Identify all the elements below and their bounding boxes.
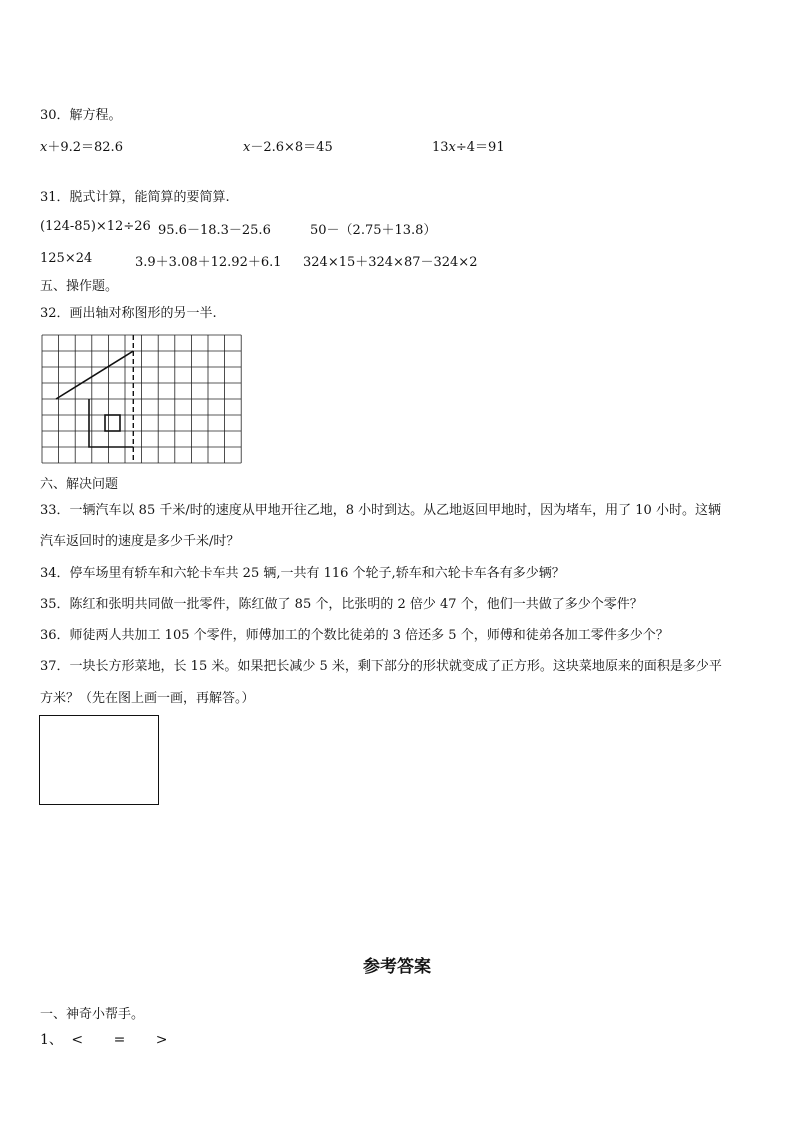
answer-title: 参考答案 [363,957,431,977]
q35-text: 35．陈红和张明共同做一批零件，陈红做了 85 个，比张明的 2 倍少 47 个，他们一共做了多少个零件？ [40,597,643,612]
q30-equation-1 [40,136,123,155]
eq3-variable: x [448,140,456,155]
eq1-rest: ＋9.2＝82.6 [47,140,123,155]
q30-equation-2 [243,136,333,155]
answer-1-number: 1、 [40,1032,63,1048]
q32-title: 32．画出轴对称图形的另一半. [40,306,217,321]
q33-line-2: 汽车返回时的速度是多少千米/时？ [40,534,240,549]
q31-title: 31．脱式计算，能简算的要简算. [40,190,230,205]
q33-line-1: 33．一辆汽车以 85 千米/时的速度从甲地开往乙地，8 小时到达。从乙地返回甲地时，因为堵车，用了 10 小时。这辆 [40,503,721,518]
eq3-rest: ÷4＝91 [455,140,505,155]
roof-line [56,351,133,399]
q31-expr: 3.9＋3.08＋12.92＋6.1 [135,255,282,270]
wall-line [89,399,133,447]
section-6-heading: 六、解决问题 [40,477,119,492]
q31-expr: 125×24 [40,251,93,266]
q34-text: 34．停车场里有轿车和六轮卡车共 25 辆,一共有 116 个轮子,轿车和六轮卡车各有多少辆？ [40,566,565,581]
grid-lines [42,335,241,463]
answer-symbol: > [155,1032,168,1048]
q31-expr: 324×15＋324×87－324×2 [303,255,478,270]
answer-1 [40,1029,167,1049]
square-figure [39,715,159,805]
section-5-heading: 五、操作题。 [40,279,119,294]
q30-title: 30．解方程。 [40,108,122,123]
eq2-rest: －2.6×8＝45 [250,140,333,155]
q36-text: 36．师徒两人共加工 105 个零件，师傅加工的个数比徒弟的 3 倍还多 5 个，师傅和徒弟各加工零件多少个？ [40,628,669,643]
eq1-variable: x [40,140,48,155]
q31-expr: 50－（2.75＋13.8） [310,223,437,238]
eq3-prefix: 13 [432,140,449,155]
q31-expr: 95.6－18.3－25.6 [158,223,271,238]
answer-symbol: < [71,1032,84,1048]
answer-section-1: 一、神奇小帮手。 [40,1007,145,1022]
eq2-variable: x [243,140,251,155]
window-square [105,415,120,431]
q31-expr: (124-85)×12÷26 [40,219,151,234]
answer-symbol: = [113,1032,126,1048]
symmetry-grid-figure [41,334,245,464]
q37-line-1: 37．一块长方形菜地，长 15 米。如果把长减少 5 米，剩下部分的形状就变成了正方形。这块菜地原来的面积是多少平 [40,659,722,674]
q37-line-2: 方米？（先在图上画一画，再解答。） [40,691,255,706]
q30-equation-3 [432,136,505,155]
